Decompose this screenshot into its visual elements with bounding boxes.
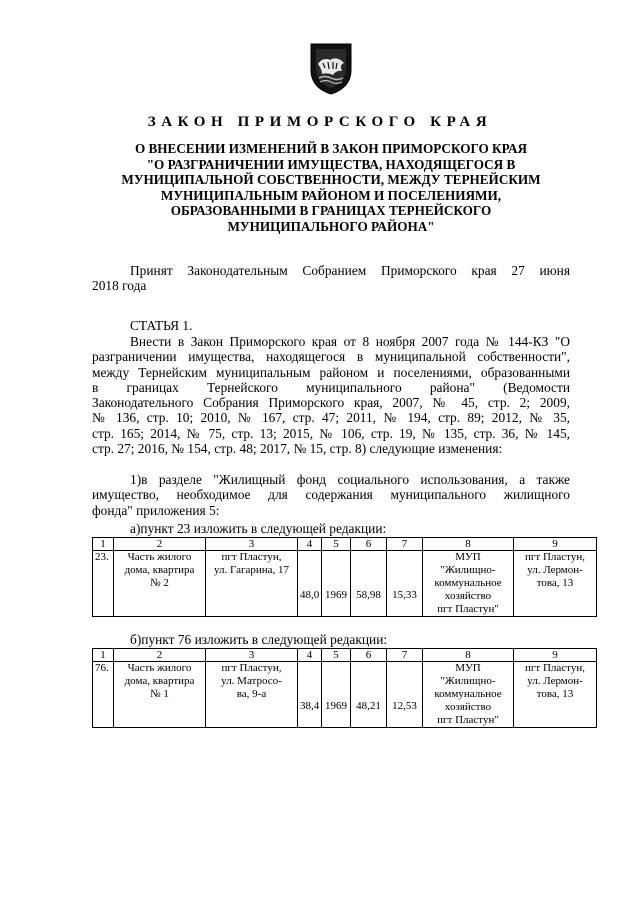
law-title: ЗАКОН ПРИМОРСКОГО КРАЯ: [147, 114, 493, 130]
value-cell: 48,0: [298, 551, 322, 617]
paragraph-line: между Тернейским муниципальным районом и поселениями, образованными: [92, 364, 570, 380]
paragraph-line: стр. 165; 2014, № 75, стр. 13; 2015, № 106, стр. 19, № 135, стр. 36, № 145,: [92, 425, 570, 441]
table-row: [93, 551, 597, 617]
paragraph-line: № 136, стр. 10; 2010, № 167, стр. 47; 2011, № 194, стр. 89; 2012, № 35,: [92, 410, 570, 426]
column-number: 4: [298, 538, 322, 551]
paragraph-line: Законодательного Собрания Приморского края, 2007, № 45, стр. 2; 2009,: [92, 395, 570, 411]
cell-line: хозяйство: [444, 701, 492, 713]
column-number: 9: [514, 538, 597, 551]
subitem-b: [92, 632, 570, 647]
cell-line: дома, квартира: [124, 675, 195, 687]
cell-line: това, 13: [536, 688, 574, 700]
cell-line: коммунальное: [434, 688, 502, 700]
paragraph-line: в границах Тернейского муниципального района" (Ведомости: [92, 379, 570, 395]
column-number: 6: [351, 649, 387, 662]
cell-line: МУП: [455, 662, 481, 674]
adoption-line: 2018 года: [92, 278, 147, 294]
location-cell: [514, 662, 597, 728]
paragraph-line: Внести в Закон Приморского края от 8 ноября 2007 года № 144-КЗ "О: [130, 334, 570, 349]
subtitle-line: О ВНЕСЕНИИ ИЗМЕНЕНИЙ В ЗАКОН ПРИМОРСКОГО КРАЯ: [134, 141, 528, 156]
cell-line: пгт Пластун,: [525, 662, 585, 674]
cell-line: "Жилищно-: [440, 564, 496, 576]
table-row: [93, 662, 597, 728]
item-line: фонда" приложения 5:: [92, 502, 220, 518]
holder-cell: [423, 662, 514, 728]
article-title: СТАТЬЯ 1.: [130, 318, 193, 333]
cell-line: "Жилищно-: [440, 675, 496, 687]
cell-line: хозяйство: [444, 590, 492, 602]
cell-line: Часть жилого: [127, 662, 192, 674]
cell-line: ва, 9-а: [236, 688, 267, 700]
cell-line: № 1: [150, 688, 169, 700]
column-number: 6: [351, 538, 387, 551]
cell-line: пгт Пластун": [437, 714, 499, 726]
subitem-a: [92, 521, 570, 536]
law-subtitle: [92, 141, 570, 235]
holder-cell: [423, 551, 514, 617]
amendment-table-b: [92, 648, 597, 728]
row-number: 23.: [93, 551, 114, 617]
row-number: 76.: [93, 662, 114, 728]
cell-line: пгт Пластун,: [221, 662, 282, 674]
coat-of-arms-emblem: [307, 40, 355, 96]
object-name-cell: [114, 551, 206, 617]
article-heading: [92, 318, 570, 333]
paragraph-line: разграничении имущества, находящегося в муниципальной собственности",: [92, 349, 570, 365]
column-number-row: [93, 538, 597, 551]
value-cell: 1969: [322, 662, 351, 728]
item-line: имущество, необходимое для содержания муниципального жилищного: [92, 487, 570, 503]
subtitle-line: МУНИЦИПАЛЬНОЙ СОБСТВЕННОСТИ, МЕЖДУ ТЕРНЕЙСКИМ: [121, 172, 541, 188]
location-cell: [514, 551, 597, 617]
column-number: 8: [423, 649, 514, 662]
cell-line: Часть жилого: [127, 551, 192, 563]
column-number: 3: [206, 538, 298, 551]
cell-line: това, 13: [536, 577, 574, 589]
column-number: 1: [93, 649, 114, 662]
item-line: 1)в разделе "Жилищный фонд социального использования, а также: [130, 472, 570, 487]
cell-line: МУП: [455, 551, 481, 563]
article-paragraph: [92, 334, 570, 456]
value-cell: 38,4: [298, 662, 322, 728]
subtitle-line: МУНИЦИПАЛЬНЫМ РАЙОНОМ И ПОСЕЛЕНИЯМИ,: [160, 187, 502, 203]
column-number: 5: [322, 649, 351, 662]
column-number: 5: [322, 538, 351, 551]
paragraph-line: стр. 27; 2016, № 154, стр. 48; 2017, № 15, стр. 8) следующие изменения:: [92, 441, 503, 457]
column-number-row: [93, 649, 597, 662]
subtitle-line: ОБРАЗОВАННЫМИ В ГРАНИЦАХ ТЕРНЕЙСКОГО: [170, 203, 492, 219]
address-cell: [206, 551, 298, 617]
subitem-b-text: б)пункт 76 изложить в следующей редакции:: [130, 632, 388, 647]
value-cell: 15,33: [387, 551, 423, 617]
subitem-a-text: а)пункт 23 изложить в следующей редакции:: [130, 521, 387, 536]
cell-line: ул. Лермон-: [527, 675, 583, 687]
object-name-cell: [114, 662, 206, 728]
cell-line: ул. Гагарина, 17: [213, 564, 290, 576]
value-cell: 58,98: [351, 551, 387, 617]
cell-line: пгт Пластун,: [221, 551, 282, 563]
subtitle-line: МУНИЦИПАЛЬНОГО РАЙОНА": [227, 218, 435, 234]
cell-line: пгт Пластун,: [525, 551, 585, 563]
value-cell: 1969: [322, 551, 351, 617]
adoption-note: [92, 263, 570, 294]
value-cell: 48,21: [351, 662, 387, 728]
amendment-table-a: [92, 537, 597, 617]
column-number: 1: [93, 538, 114, 551]
cell-line: пгт Пластун": [437, 603, 499, 615]
column-number: 7: [387, 538, 423, 551]
adoption-line: Принят Законодательным Собранием Приморского края 27 июня: [130, 263, 570, 278]
address-cell: [206, 662, 298, 728]
value-cell: 12,53: [387, 662, 423, 728]
cell-line: коммунальное: [434, 577, 502, 589]
column-number: 4: [298, 649, 322, 662]
cell-line: № 2: [150, 577, 169, 589]
cell-line: ул. Матросо-: [221, 675, 282, 687]
column-number: 9: [514, 649, 597, 662]
column-number: 8: [423, 538, 514, 551]
column-number: 2: [114, 649, 206, 662]
column-number: 2: [114, 538, 206, 551]
subtitle-line: "О РАЗГРАНИЧЕНИИ ИМУЩЕСТВА, НАХОДЯЩЕГОСЯ В: [146, 156, 516, 172]
item-1: [92, 472, 570, 518]
cell-line: ул. Лермон-: [527, 564, 583, 576]
column-number: 7: [387, 649, 423, 662]
column-number: 3: [206, 649, 298, 662]
cell-line: дома, квартира: [124, 564, 195, 576]
